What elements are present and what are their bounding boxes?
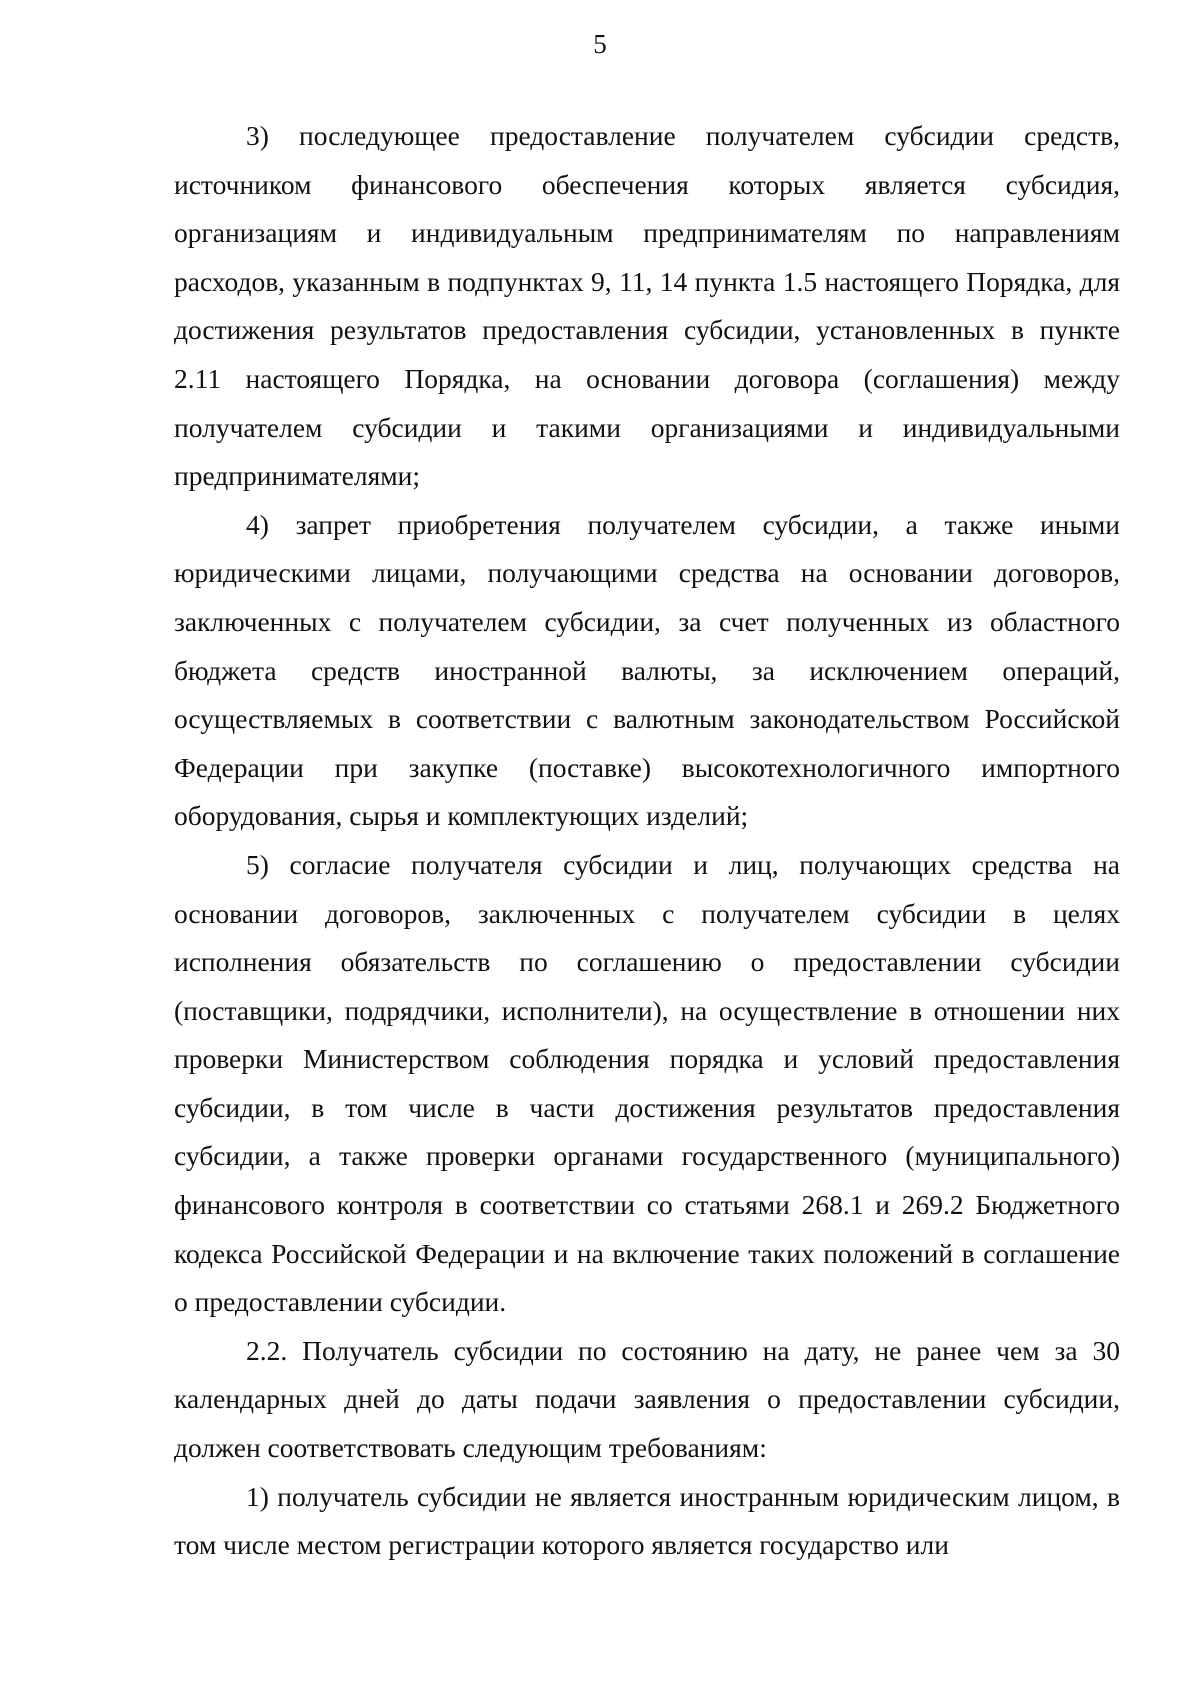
paragraph-item-3: 3) последующее предоставление получателем субсидии средств, источником финансового обеспечения которых является субсидия, организациям и индивидуальным предпринимателям по направлениям расходов, указанным в подпунктах 9, 11, 14 пункта 1.5 настоящего Порядка, для достижения результатов предоставления субсидии, установленных в пункте 2.11 настоящего Порядка, на основании договора (соглашения) между получателем субсидии и такими организациями и индивидуальными предпринимателями; <box>174 120 1120 492</box>
paragraph-item-5: 5) согласие получателя субсидии и лиц, получающих средства на основании договоров, заключенных с получателем субсидии в целях исполнения обязательств по соглашению о предоставлении субсидии (поставщики, подрядчики, исполнители), на осуществление в отношении них проверки Министерством соблюдения порядка и условий предоставления субсидии, в том числе в части достижения результатов предоставления субсидии, а также проверки органами государственного (муниципального) финансового контроля в соответствии со статьями 268.1 и 269.2 Бюджетного кодекса Российской Федерации и на включение таких положений в соглашение о предоставлении субсидии. <box>174 848 1120 1318</box>
document-body <box>174 112 1120 1570</box>
paragraph-item-4: 4) запрет приобретения получателем субсидии, а также иными юридическими лицами, получающими средства на основании договоров, заключенных с получателем субсидии, за счет полученных из областного бюджета средств иностранной валюты, за исключением операций, осуществляемых в соответствии с валютным законодательством Российской Федерации при закупке (поставке) высокотехнологичного импортного оборудования, сырья и комплектующих изделий; <box>174 508 1120 832</box>
page-number: 5 <box>593 29 607 59</box>
paragraph-item-1: 1) получатель субсидии не является иностранным юридическим лицом, в том числе местом регистрации которого является государство или <box>174 1480 1120 1561</box>
paragraph-clause-2-2: 2.2. Получатель субсидии по состоянию на дату, не ранее чем за 30 календарных дней до даты подачи заявления о предоставлении субсидии, должен соответствовать следующим требованиям: <box>174 1334 1120 1464</box>
